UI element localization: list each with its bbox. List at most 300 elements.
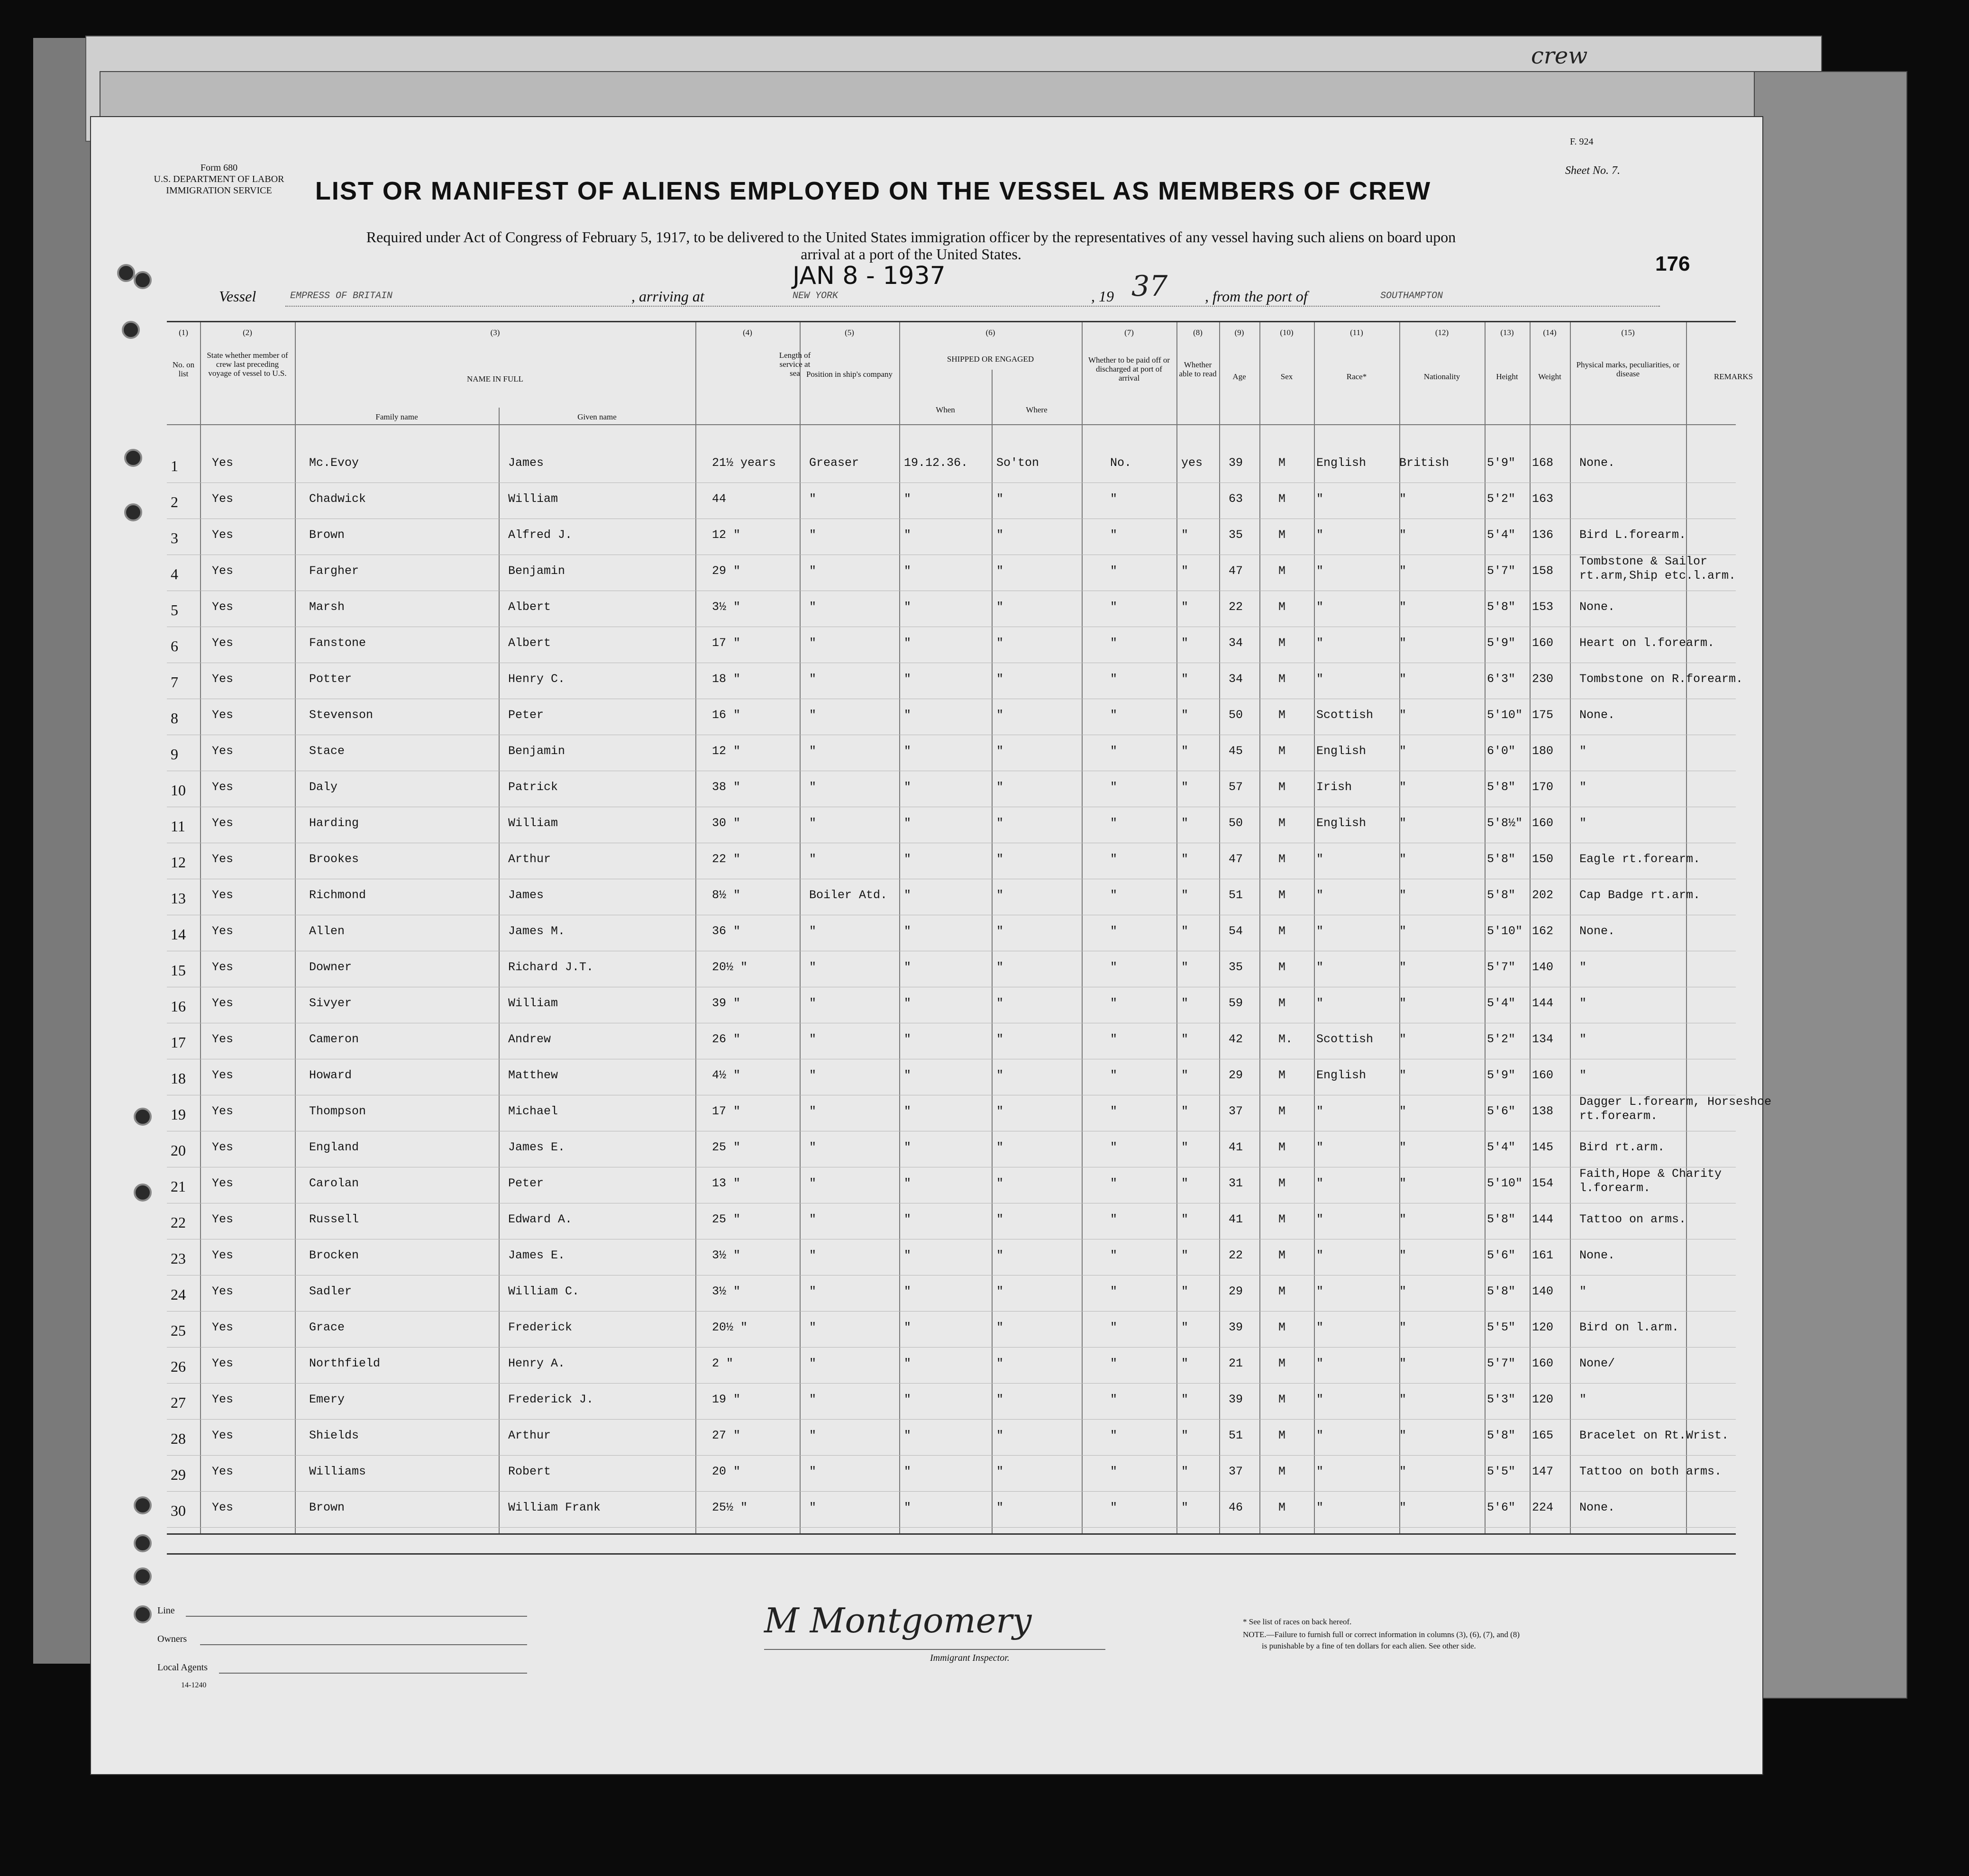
- given-name-cell: Henry A.: [508, 1357, 565, 1370]
- inspector-signature: M Montgomery: [764, 1601, 1032, 1640]
- shipped-when-cell: ": [904, 564, 912, 578]
- service-length-cell: 4½ ": [712, 1068, 741, 1082]
- height-cell: 5'2": [1487, 1032, 1516, 1046]
- weight-cell: 160: [1532, 1068, 1554, 1082]
- nationality-cell: ": [1399, 564, 1407, 578]
- sheet-number-line: [1565, 164, 1620, 177]
- service-length-cell: 12 ": [712, 744, 741, 758]
- height-cell: 5'8": [1487, 1284, 1516, 1298]
- row-number: 11: [171, 818, 185, 835]
- paid-off-cell: ": [1110, 1284, 1118, 1298]
- age-cell: 57: [1229, 780, 1243, 794]
- shipped-where-cell: ": [996, 636, 1004, 650]
- position-cell: ": [809, 996, 817, 1010]
- shipped-when-cell: ": [904, 1140, 912, 1154]
- age-cell: 51: [1229, 1429, 1243, 1442]
- service-length-cell: 44: [712, 492, 727, 506]
- race-cell: ": [1316, 1176, 1324, 1190]
- height-cell: 5'9": [1487, 1068, 1516, 1082]
- physical-marks-cell: Tattoo on both arms.: [1579, 1465, 1722, 1478]
- physical-marks-cell: ": [1579, 1393, 1587, 1406]
- physical-marks-cell: ": [1579, 816, 1587, 830]
- sex-cell: M: [1278, 996, 1286, 1010]
- given-name-cell: James: [508, 456, 544, 470]
- paid-off-cell: ": [1110, 1104, 1118, 1118]
- weight-cell: 144: [1532, 996, 1554, 1010]
- family-name-cell: Sadler: [309, 1284, 352, 1298]
- service-length-cell: 39 ": [712, 996, 741, 1010]
- sex-cell: M: [1278, 1429, 1286, 1442]
- age-cell: 46: [1229, 1501, 1243, 1514]
- position-cell: ": [809, 492, 817, 506]
- physical-marks-cell: None.: [1579, 1248, 1615, 1262]
- race-cell: ": [1316, 960, 1324, 974]
- prev-voyage-cell: Yes: [212, 564, 234, 578]
- race-cell: ": [1316, 1393, 1324, 1406]
- sex-cell: M: [1278, 924, 1286, 938]
- shipped-where-cell: ": [996, 1284, 1004, 1298]
- able-to-read-cell: ": [1181, 852, 1189, 866]
- position-cell: ": [809, 528, 817, 542]
- given-name-cell: Arthur: [508, 1429, 551, 1442]
- paid-off-cell: ": [1110, 1429, 1118, 1442]
- paid-off-cell: ": [1110, 1212, 1118, 1226]
- shipped-where-cell: ": [996, 852, 1004, 866]
- service-length-cell: 25 ": [712, 1212, 741, 1226]
- shipped-when-cell: ": [904, 1465, 912, 1478]
- shipped-when-cell: ": [904, 960, 912, 974]
- position-cell: ": [809, 816, 817, 830]
- given-name-cell: Peter: [508, 708, 544, 722]
- race-cell: ": [1316, 564, 1324, 578]
- given-name-cell: Patrick: [508, 780, 558, 794]
- given-name-cell: Frederick J.: [508, 1393, 594, 1406]
- sex-cell: M: [1278, 1501, 1286, 1514]
- nationality-cell: ": [1399, 780, 1407, 794]
- crew-table: [167, 321, 1772, 1535]
- race-cell: ": [1316, 600, 1324, 614]
- paid-off-cell: ": [1110, 888, 1118, 902]
- age-cell: 47: [1229, 852, 1243, 866]
- physical-marks-cell: None.: [1579, 456, 1615, 470]
- service-length-cell: 17 ": [712, 1104, 741, 1118]
- paid-off-cell: ": [1110, 1176, 1118, 1190]
- given-name-cell: Matthew: [508, 1068, 558, 1082]
- paid-off-cell: ": [1110, 636, 1118, 650]
- sex-cell: M: [1278, 1068, 1286, 1082]
- family-name-cell: Carolan: [309, 1176, 359, 1190]
- shipped-when-cell: ": [904, 1104, 912, 1118]
- family-name-cell: Fanstone: [309, 636, 366, 650]
- year-handwritten: 37: [1131, 270, 1168, 303]
- sex-cell: M: [1278, 1104, 1286, 1118]
- nationality-cell: ": [1399, 492, 1407, 506]
- col-num-15: (15): [1621, 328, 1635, 337]
- height-cell: 5'7": [1487, 564, 1516, 578]
- col-head-weight: Weight: [1538, 372, 1561, 381]
- subhead-family: Family name: [375, 412, 418, 421]
- physical-marks-cell: Dagger L.forearm, Horseshoe rt.forearm.: [1579, 1095, 1772, 1123]
- row-number: 23: [171, 1250, 186, 1267]
- age-cell: 34: [1229, 636, 1243, 650]
- row-number: 6: [171, 637, 178, 655]
- row-number: 1: [171, 457, 178, 474]
- physical-marks-cell: Tombstone on R.forearm.: [1579, 672, 1743, 686]
- row-rule: [167, 1383, 1736, 1384]
- shipped-when-cell: ": [904, 672, 912, 686]
- able-to-read-cell: ": [1181, 816, 1189, 830]
- paid-off-cell: ": [1110, 1357, 1118, 1370]
- shipped-when-cell: ": [904, 492, 912, 506]
- position-cell: ": [809, 1465, 817, 1478]
- weight-cell: 160: [1532, 1357, 1554, 1370]
- prev-voyage-cell: Yes: [212, 636, 234, 650]
- height-cell: 5'3": [1487, 1393, 1516, 1406]
- paid-off-cell: ": [1110, 780, 1118, 794]
- prev-voyage-cell: Yes: [212, 924, 234, 938]
- race-cell: ": [1316, 636, 1324, 650]
- race-cell: ": [1316, 492, 1324, 506]
- shipped-where-cell: ": [996, 1357, 1004, 1370]
- col-head-sex: Sex: [1280, 372, 1293, 381]
- shipped-where-cell: ": [996, 1068, 1004, 1082]
- prev-voyage-cell: Yes: [212, 1284, 234, 1298]
- service-length-cell: 8½ ": [712, 888, 741, 902]
- nationality-cell: ": [1399, 888, 1407, 902]
- prev-voyage-cell: Yes: [212, 996, 234, 1010]
- shipped-where-cell: ": [996, 600, 1004, 614]
- shipped-where-cell: ": [996, 1465, 1004, 1478]
- footer-agents-label: Local Agents: [157, 1662, 208, 1673]
- physical-marks-cell: Cap Badge rt.arm.: [1579, 888, 1701, 902]
- weight-cell: 230: [1532, 672, 1554, 686]
- given-name-cell: James: [508, 888, 544, 902]
- height-cell: 5'10": [1487, 924, 1523, 938]
- family-name-cell: Brookes: [309, 852, 359, 866]
- family-name-cell: Brown: [309, 1501, 345, 1514]
- position-cell: ": [809, 600, 817, 614]
- given-name-cell: Andrew: [508, 1032, 551, 1046]
- family-name-cell: Fargher: [309, 564, 359, 578]
- weight-cell: 163: [1532, 492, 1554, 506]
- nationality-cell: ": [1399, 1176, 1407, 1190]
- row-number: 15: [171, 962, 186, 979]
- binder-edge: [33, 38, 92, 1664]
- row-number: 2: [171, 493, 178, 510]
- weight-cell: 145: [1532, 1140, 1554, 1154]
- height-cell: 5'6": [1487, 1248, 1516, 1262]
- given-name-cell: William C.: [508, 1284, 580, 1298]
- race-cell: ": [1316, 1140, 1324, 1154]
- binder-hole: [122, 321, 140, 339]
- position-cell: ": [809, 1429, 817, 1442]
- paid-off-cell: ": [1110, 1068, 1118, 1082]
- position-cell: ": [809, 1248, 817, 1262]
- weight-cell: 138: [1532, 1104, 1554, 1118]
- paid-off-cell: ": [1110, 744, 1118, 758]
- service-length-cell: 13 ": [712, 1176, 741, 1190]
- department: U.S. DEPARTMENT OF LABOR: [154, 174, 284, 184]
- prev-voyage-cell: Yes: [212, 600, 234, 614]
- service-length-cell: 19 ": [712, 1393, 741, 1406]
- col-num-3: (3): [490, 328, 500, 337]
- prev-voyage-cell: Yes: [212, 1248, 234, 1262]
- able-to-read-cell: ": [1181, 1068, 1189, 1082]
- age-cell: 54: [1229, 924, 1243, 938]
- sex-cell: M: [1278, 1140, 1286, 1154]
- family-name-cell: Chadwick: [309, 492, 366, 506]
- race-cell: Irish: [1316, 780, 1352, 794]
- family-name-cell: Stace: [309, 744, 345, 758]
- nationality-cell: ": [1399, 816, 1407, 830]
- height-cell: 5'9": [1487, 456, 1516, 470]
- shipped-where-cell: ": [996, 708, 1004, 722]
- sex-cell: M: [1278, 672, 1286, 686]
- height-cell: 5'5": [1487, 1320, 1516, 1334]
- age-cell: 42: [1229, 1032, 1243, 1046]
- weight-cell: 175: [1532, 708, 1554, 722]
- service-length-cell: 18 ": [712, 672, 741, 686]
- subtitle-line-1: Required under Act of Congress of February 5, 1917, to be delivered to the United States immigration officer by the representatives of any vessel having such aliens on board upon: [366, 228, 1456, 246]
- position-cell: ": [809, 672, 817, 686]
- prev-voyage-cell: Yes: [212, 672, 234, 686]
- height-cell: 5'8": [1487, 888, 1516, 902]
- position-cell: ": [809, 1393, 817, 1406]
- shipped-when-cell: ": [904, 1429, 912, 1442]
- height-cell: 6'0": [1487, 744, 1516, 758]
- height-cell: 6'3": [1487, 672, 1516, 686]
- row-number: 5: [171, 601, 178, 619]
- binder-hole: [134, 1184, 152, 1202]
- weight-cell: 134: [1532, 1032, 1554, 1046]
- prev-voyage-cell: Yes: [212, 708, 234, 722]
- service-length-cell: 3½ ": [712, 1248, 741, 1262]
- able-to-read-cell: ": [1181, 1465, 1189, 1478]
- form-number: Form 680: [200, 163, 238, 173]
- given-name-cell: Edward A.: [508, 1212, 573, 1226]
- binder-hole: [134, 271, 152, 289]
- row-number: 18: [171, 1070, 186, 1087]
- shipped-where-cell: ": [996, 960, 1004, 974]
- nationality-cell: ": [1399, 852, 1407, 866]
- shipped-where-cell: ": [996, 1212, 1004, 1226]
- paid-off-cell: ": [1110, 708, 1118, 722]
- shipped-when-cell: ": [904, 852, 912, 866]
- binder-hole: [117, 264, 135, 282]
- shipped-where-cell: ": [996, 528, 1004, 542]
- subtitle: [148, 228, 1674, 263]
- row-number: 16: [171, 998, 186, 1015]
- weight-cell: 180: [1532, 744, 1554, 758]
- nationality-cell: ": [1399, 1284, 1407, 1298]
- able-to-read-cell: yes: [1181, 456, 1203, 470]
- age-cell: 29: [1229, 1284, 1243, 1298]
- underlying-sheet-right: [1754, 71, 1907, 1699]
- footer-note-line-2: is punishable by a fine of ten dollars for each alien. See other side.: [1262, 1641, 1476, 1650]
- race-cell: Scottish: [1316, 1032, 1374, 1046]
- inspector-label: Immigrant Inspector.: [930, 1653, 1010, 1663]
- family-name-cell: Potter: [309, 672, 352, 686]
- row-rule: [167, 1491, 1736, 1492]
- col-num-14: (14): [1543, 328, 1557, 337]
- able-to-read-cell: ": [1181, 1429, 1189, 1442]
- given-name-cell: Alfred J.: [508, 528, 573, 542]
- col-num-4: (4): [743, 328, 752, 337]
- given-name-cell: Benjamin: [508, 744, 565, 758]
- shipped-where-cell: ": [996, 1032, 1004, 1046]
- weight-cell: 153: [1532, 600, 1554, 614]
- family-name-cell: England: [309, 1140, 359, 1154]
- age-cell: 59: [1229, 996, 1243, 1010]
- binder-hole: [134, 1567, 152, 1585]
- race-cell: Scottish: [1316, 708, 1374, 722]
- col-head-service: Length of service at sea: [779, 351, 811, 378]
- able-to-read-cell: ": [1181, 780, 1189, 794]
- age-cell: 22: [1229, 600, 1243, 614]
- nationality-cell: ": [1399, 1104, 1407, 1118]
- family-name-cell: Stevenson: [309, 708, 374, 722]
- sex-cell: M: [1278, 456, 1286, 470]
- col-num-9: (9): [1234, 328, 1244, 337]
- race-cell: English: [1316, 1068, 1367, 1082]
- shipped-when-cell: ": [904, 1393, 912, 1406]
- nationality-cell: ": [1399, 1465, 1407, 1478]
- able-to-read-cell: ": [1181, 1357, 1189, 1370]
- given-name-cell: William Frank: [508, 1501, 601, 1514]
- shipped-where-cell: ": [996, 564, 1004, 578]
- age-cell: 35: [1229, 960, 1243, 974]
- sex-cell: M: [1278, 780, 1286, 794]
- shipped-where-cell: ": [996, 1393, 1004, 1406]
- shipped-where-cell: ": [996, 888, 1004, 902]
- height-cell: 5'8": [1487, 852, 1516, 866]
- row-number: 19: [171, 1106, 186, 1123]
- binder-hole: [124, 449, 142, 467]
- nationality-cell: ": [1399, 708, 1407, 722]
- family-name-cell: Cameron: [309, 1032, 359, 1046]
- race-cell: English: [1316, 816, 1367, 830]
- physical-marks-cell: None.: [1579, 924, 1615, 938]
- paid-off-cell: ": [1110, 852, 1118, 866]
- prev-voyage-cell: Yes: [212, 960, 234, 974]
- signature-rule: [764, 1649, 1105, 1650]
- shipped-where-cell: ": [996, 1320, 1004, 1334]
- form-code: 14-1240: [181, 1681, 207, 1689]
- able-to-read-cell: ": [1181, 1393, 1189, 1406]
- service-length-cell: 30 ": [712, 816, 741, 830]
- height-cell: 5'10": [1487, 708, 1523, 722]
- service-length-cell: 17 ": [712, 636, 741, 650]
- position-cell: ": [809, 1140, 817, 1154]
- family-name-cell: Richmond: [309, 888, 366, 902]
- family-name-cell: Brown: [309, 528, 345, 542]
- nationality-cell: ": [1399, 1320, 1407, 1334]
- weight-cell: 120: [1532, 1393, 1554, 1406]
- position-cell: ": [809, 1320, 817, 1334]
- height-cell: 5'10": [1487, 1176, 1523, 1190]
- nationality-cell: ": [1399, 1068, 1407, 1082]
- nationality-cell: ": [1399, 1248, 1407, 1262]
- service-length-cell: 20 ": [712, 1465, 741, 1478]
- binder-hole: [124, 503, 142, 521]
- position-cell: ": [809, 744, 817, 758]
- position-cell: ": [809, 564, 817, 578]
- row-number: 7: [171, 674, 178, 691]
- sex-cell: M: [1278, 708, 1286, 722]
- paid-off-cell: ": [1110, 1320, 1118, 1334]
- prev-voyage-cell: Yes: [212, 816, 234, 830]
- given-name-cell: Benjamin: [508, 564, 565, 578]
- race-cell: ": [1316, 1320, 1324, 1334]
- position-cell: Boiler Atd.: [809, 888, 888, 902]
- col-head-race: Race*: [1346, 372, 1367, 381]
- physical-marks-cell: Faith,Hope & Charity l.forearm.: [1579, 1167, 1722, 1195]
- sex-cell: M: [1278, 744, 1286, 758]
- height-cell: 5'7": [1487, 1357, 1516, 1370]
- given-name-cell: William: [508, 492, 558, 506]
- able-to-read-cell: ": [1181, 636, 1189, 650]
- row-number: 3: [171, 529, 178, 546]
- race-cell: ": [1316, 528, 1324, 542]
- col-num-10: (10): [1280, 328, 1294, 337]
- col-num-11: (11): [1350, 328, 1363, 337]
- nationality-cell: ": [1399, 960, 1407, 974]
- given-name-cell: James E.: [508, 1140, 565, 1154]
- position-cell: ": [809, 1032, 817, 1046]
- prev-voyage-cell: Yes: [212, 1140, 234, 1154]
- service-length-cell: 29 ": [712, 564, 741, 578]
- binder-hole: [134, 1534, 152, 1552]
- prev-voyage-cell: Yes: [212, 1068, 234, 1082]
- shipped-where-cell: ": [996, 1501, 1004, 1514]
- race-cell: English: [1316, 456, 1367, 470]
- height-cell: 5'8": [1487, 1429, 1516, 1442]
- shipped-when-cell: 19.12.36.: [904, 456, 968, 470]
- footer-owners-label: Owners: [157, 1634, 187, 1644]
- height-cell: 5'8": [1487, 600, 1516, 614]
- age-cell: 37: [1229, 1465, 1243, 1478]
- nationality-cell: ": [1399, 1140, 1407, 1154]
- physical-marks-cell: Bird on l.arm.: [1579, 1320, 1679, 1334]
- family-name-cell: Allen: [309, 924, 345, 938]
- subhead-given: Given name: [577, 412, 617, 421]
- nationality-cell: ": [1399, 1501, 1407, 1514]
- service: IMMIGRATION SERVICE: [166, 185, 272, 196]
- weight-cell: 158: [1532, 564, 1554, 578]
- shipped-where-cell: ": [996, 744, 1004, 758]
- age-cell: 50: [1229, 708, 1243, 722]
- shipped-when-cell: ": [904, 924, 912, 938]
- service-length-cell: 22 ": [712, 852, 741, 866]
- position-cell: Greaser: [809, 456, 859, 470]
- row-number: 25: [171, 1322, 186, 1339]
- row-number: 26: [171, 1358, 186, 1375]
- nationality-cell: ": [1399, 1032, 1407, 1046]
- weight-cell: 161: [1532, 1248, 1554, 1262]
- nationality-cell: ": [1399, 528, 1407, 542]
- row-rule: [167, 1527, 1736, 1528]
- age-cell: 50: [1229, 816, 1243, 830]
- prev-voyage-cell: Yes: [212, 1393, 234, 1406]
- footer-rule: [167, 1553, 1736, 1555]
- nationality-cell: ": [1399, 1357, 1407, 1370]
- col-head-height: Height: [1496, 372, 1518, 381]
- row-number: 14: [171, 926, 186, 943]
- race-cell: English: [1316, 744, 1367, 758]
- race-cell: ": [1316, 852, 1324, 866]
- given-name-cell: Peter: [508, 1176, 544, 1190]
- prev-voyage-cell: Yes: [212, 1176, 234, 1190]
